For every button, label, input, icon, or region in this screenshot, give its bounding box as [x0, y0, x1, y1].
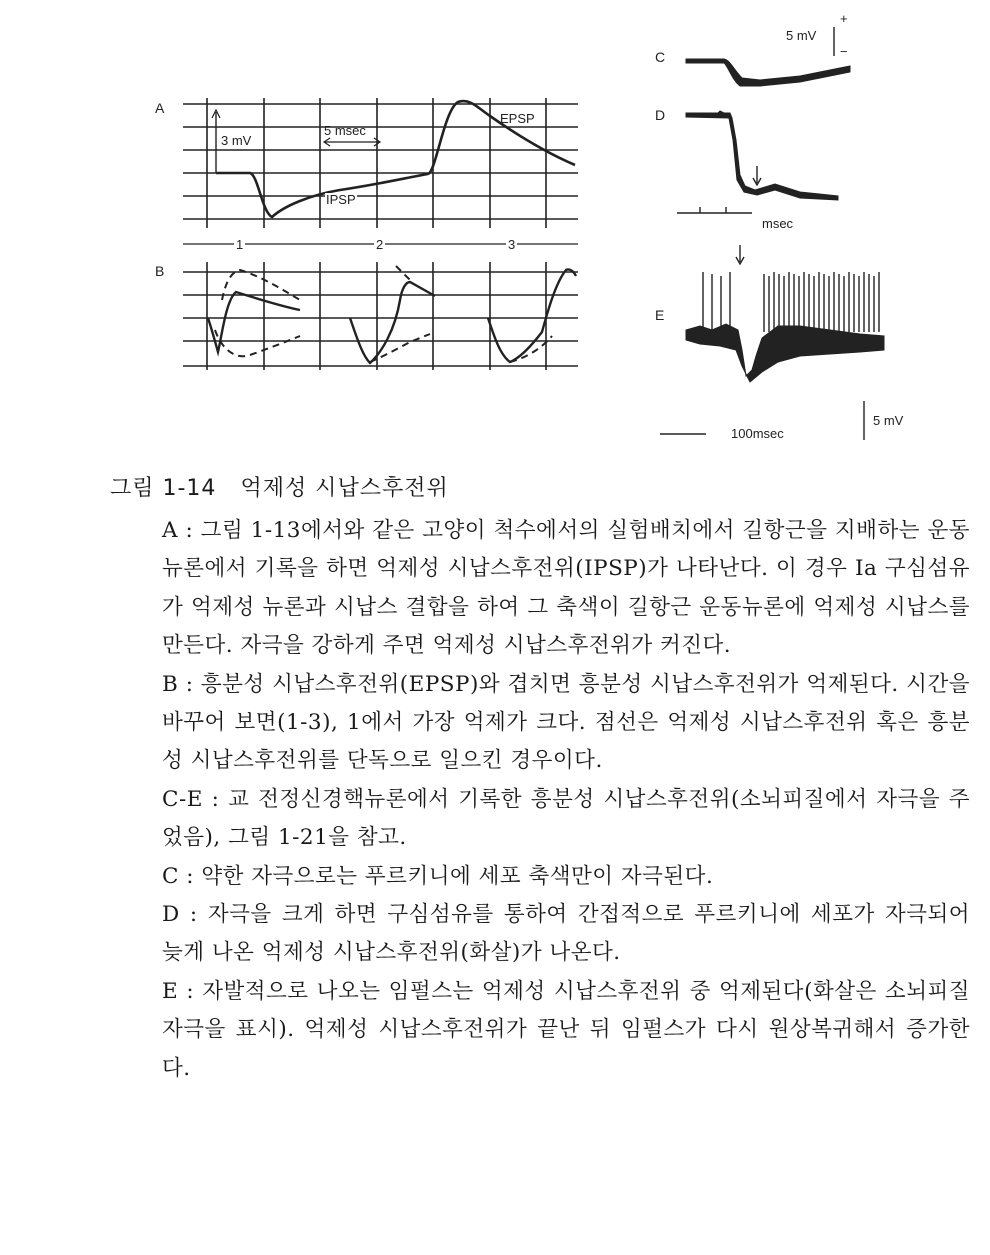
- figure-traces: [0, 0, 990, 460]
- marker-2: 2: [376, 237, 384, 252]
- label-plus: +: [840, 11, 848, 26]
- panel-a-label: A: [155, 100, 165, 116]
- panel-c-label: C: [655, 49, 666, 65]
- label-ipsp: IPSP: [326, 192, 356, 207]
- panel-b-epsp-dashed-1: [215, 330, 300, 356]
- label-epsp: EPSP: [500, 111, 535, 126]
- label-msec: msec: [762, 216, 794, 231]
- caption-title: 억제성 시납스후전위: [240, 476, 449, 501]
- label-5mv-top: 5 mV: [786, 28, 817, 43]
- panel-e-trace: [660, 245, 884, 440]
- caption-paragraph-c: C : 약한 자극으로는 푸르키니에 세포 축색만이 자극된다.: [162, 863, 714, 889]
- caption-number: 그림 1-14: [110, 476, 217, 501]
- panel-b-trace-3: [488, 269, 576, 362]
- marker-1: 1: [236, 237, 244, 252]
- ipsp-trace: [216, 173, 428, 217]
- caption-paragraph-b: B : 흥분성 시납스후전위(EPSP)와 겹치면 흥분성 시납스후전위가 억제된다. 시간을 바꾸어 보면(1-3), 1에서 가장 억제가 크다. 점선은 억제성 시납스후전위 혹은 흥분성 시납스후전위를 단독으로 일으킨 경우이다.: [162, 671, 970, 774]
- marker-3: 3: [508, 237, 516, 252]
- caption-paragraph-e: E : 자발적으로 나오는 임펄스는 억제성 시납스후전위 중 억제된다(화살은 소뇌피질자극을 표시). 억제성 시납스후전위가 끝난 뒤 임펄스가 다시 원상복귀해서 증가한다.: [162, 978, 970, 1081]
- label-100msec: 100msec: [731, 426, 784, 441]
- label-minus: −: [840, 44, 848, 59]
- panel-b-label: B: [155, 263, 165, 279]
- panel-d-label: D: [655, 107, 666, 123]
- panel-e-label: E: [655, 307, 665, 323]
- panel-b-dashed-2: [370, 334, 430, 362]
- panel-b-grid: [183, 262, 578, 370]
- label-3mv: 3 mV: [221, 133, 252, 148]
- panel-c-trace: [686, 27, 850, 86]
- figure-1-14: [0, 0, 990, 460]
- label-5mv-bottom: 5 mV: [873, 413, 904, 428]
- caption-paragraph-c-e: C-E : 교 전정신경핵뉴론에서 기록한 흥분성 시납스후전위(소뇌피질에서 자극을 주었음), 그림 1-21을 참고.: [162, 786, 970, 851]
- caption-title-row: [110, 472, 970, 506]
- panel-d-trace: [677, 111, 838, 213]
- caption-paragraph-a: A : 그림 1-13에서와 같은 고양이 척수에서의 실험배치에서 길항근을 지배하는 운동뉴론에서 기록을 하면 억제성 시납스후전위(IPSP)가 나타난다. 이 경우 Ia 구심섬유가 억제성 뉴론과 시납스 결합을 하여 그 축색이 길항근 운동뉴론에 억제성 시납스를 만든다. 자극을 강하게 주면 억제성 시납스후전위가 커진다.: [162, 518, 970, 659]
- caption-paragraph-d: D : 자극을 크게 하면 구심섬유를 통하여 간접적으로 푸르키니에 세포가 자극되어 늦게 나온 억제성 시납스후전위(화살)가 나온다.: [162, 902, 970, 966]
- figure-caption: [110, 472, 970, 1088]
- label-5msec: 5 msec: [324, 123, 366, 138]
